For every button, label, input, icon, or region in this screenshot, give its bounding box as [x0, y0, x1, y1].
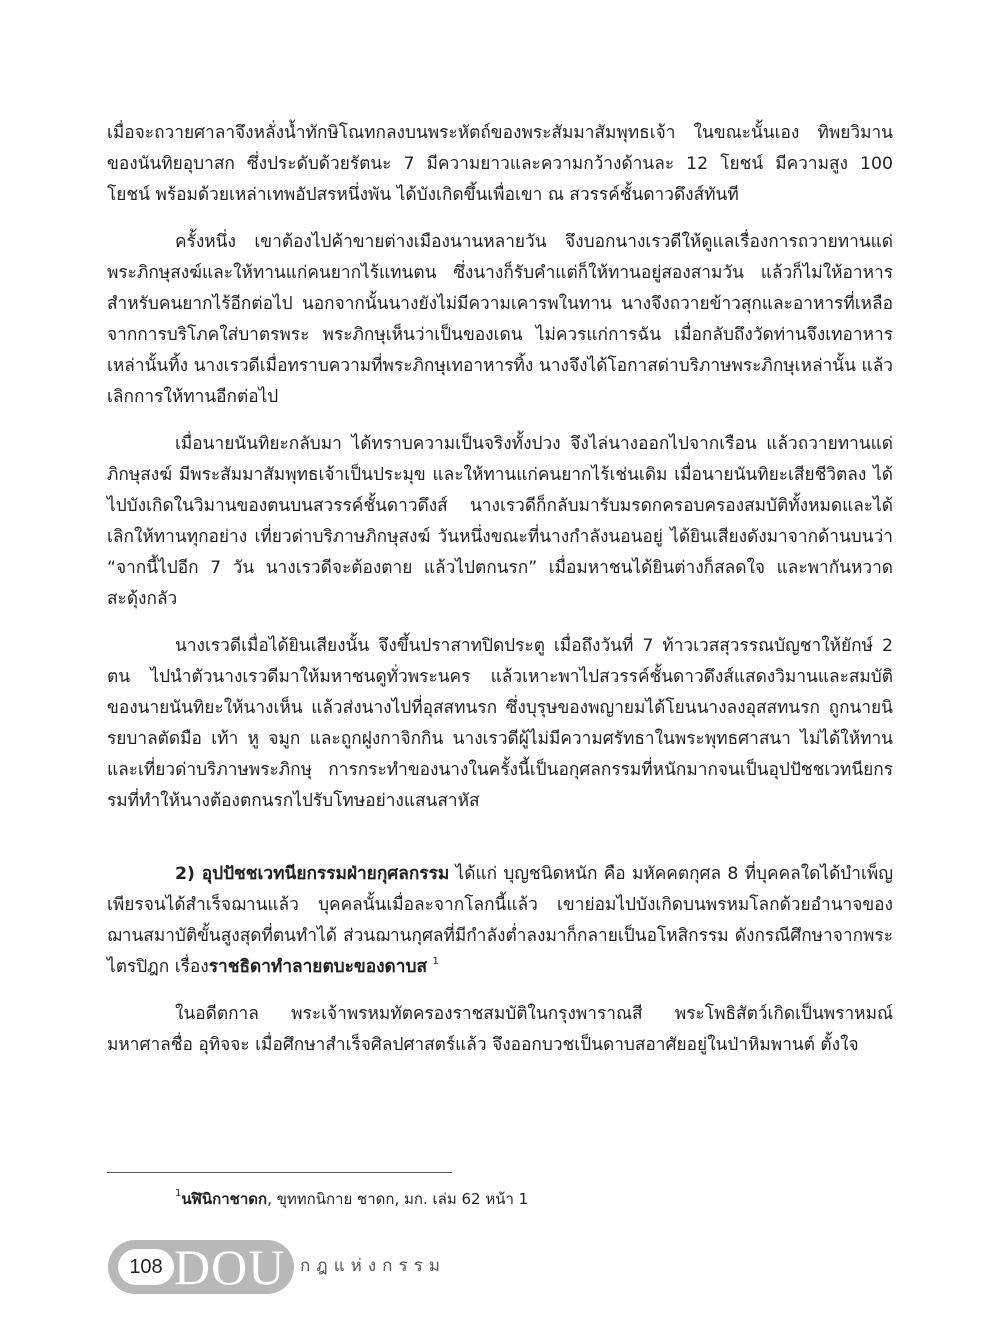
paragraph-3: เมื่อนายนันทิยะกลับมา ได้ทราบความเป็นจริงทั้งปวง จึงไล่นางออกไปจากเรือน แล้วถวายทานแด่ภิกษุสงฆ์ มีพระสัมมาสัมพุทธเจ้าเป็นประมุข และให้ทานแก่คนยากไร้เช่นเดิม เมื่อนายนันทิยะเสียชีวิตลง ได้ไปบังเกิดในวิมานของตนบนสวรรค์ชั้นดาวดึงส์ นางเรวดีก็กลับมารับมรดกครอบครองสมบัติทั้งหมดและได้เลิกให้ทานทุกอย่าง เที่ยวด่าบริภาษภิกษุสงฆ์ วันหนึ่งขณะที่นางกำลังนอนอยู่ ได้ยินเสียงดังมาจากด้านบนว่า “จากนี้ไปอีก 7 วัน นางเรวดีจะต้องตาย แล้วไปตกนรก” เมื่อมหาชนได้ยินต่างก็สลดใจ และพากันหวาดสะดุ้งกลัว [107, 434, 893, 609]
footnote-number: 1 [175, 1188, 182, 1199]
paragraph-1: เมื่อจะถวายศาลาจึงหลั่งน้ำทักษิโณทกลงบนพระหัตถ์ของพระสัมมาสัมพุทธเจ้า ในขณะนั้นเอง ทิพยวิมานของนันทิยอุบาสก ซึ่งประดับด้วยรัตนะ 7 มีความยาวและความกว้างด้านละ 12 โยชน์ มีความสูง 100 โยชน์ พร้อมด้วยเหล่าเทพอัปสรหนึ่งพัน ได้บังเกิดขึ้นเพื่อเขา ณ สวรรค์ชั้นดาวดึงส์ทันที [107, 123, 893, 205]
footnote-source: , ขุททกนิกาย ชาดก, มก. เล่ม 62 หน้า 1 [267, 1190, 529, 1208]
story-title: ราชธิดาทำลายตบะของดาบส [208, 957, 427, 977]
body-text [107, 118, 893, 1061]
footnote [175, 1188, 528, 1210]
paragraph-2: ครั้งหนึ่ง เขาต้องไปค้าขายต่างเมืองนานหลายวัน จึงบอกนางเรวดีให้ดูแลเรื่องการถวายทานแด่พระภิกษุสงฆ์และให้ทานแก่คนยากไร้แทนตน ซึ่งนางก็รับคำแต่ก็ให้ทานอยู่สองสามวัน แล้วก็ไม่ให้อาหารสำหรับคนยากไร้อีกต่อไป นอกจากนั้นนางยังไม่มีความเคารพในทาน นางจึงถวายข้าวสุกและอาหารที่เหลือจากการบริโภคใส่บาตรพระ พระภิกษุเห็นว่าเป็นของเดน ไม่ควรแก่การฉัน เมื่อกลับถึงวัดท่านจึงเทอาหารเหล่านั้นทิ้ง นางเรวดีเมื่อทราบความที่พระภิกษุเทอาหารทิ้ง นางจึงได้โอกาสด่าบริภาษพระภิกษุเหล่านั้น แล้วเลิกการให้ทานอีกต่อไป [107, 232, 893, 407]
section-text: ได้แก่ บุญชนิดหนัก คือ มหัคคตกุศล 8 ที่บุคคลใดได้บำเพ็ญเพียรจนได้สำเร็จฌานแล้ว บุคคลนั้นเมื่อละจากโลกนี้แล้ว เขาย่อมไปบังเกิดบนพรหมโลกด้วยอำนาจของฌานสมาบัติขั้นสูงสุดที่ตนทำได้ ส่วนฌานกุศลที่มีกำลังต่ำลงมาก็กลายเป็นอโหสิกรรม ดังกรณีศึกษาจากพระไตรปิฎก เรื่อง [107, 864, 893, 977]
dou-logo: DOU [174, 1239, 286, 1295]
paragraph-6: ในอดีตกาล พระเจ้าพรหมทัตครองราชสมบัติในกรุงพาราณสี พระโพธิสัตว์เกิดเป็นพราหมณ์มหาศาลชื่อ อุทิจจะ เมื่อศึกษาสำเร็จศิลปศาสตร์แล้ว จึงออกบวชเป็นดาบสอาศัยอยู่ในป่าหิมพานต์ ตั้งใจ [107, 1004, 893, 1055]
page-number: 108 [129, 1256, 163, 1278]
paragraph-4: นางเรวดีเมื่อได้ยินเสียงนั้น จึงขึ้นปราสาทปิดประตู เมื่อถึงวันที่ 7 ท้าวเวสสุวรรณบัญชาให้ยักษ์ 2 ตน ไปนำตัวนางเรวดีมาให้มหาชนดูทั่วพระนคร แล้วเหาะพาไปสวรรค์ชั้นดาวดึงส์แสดงวิมานและสมบัติของนายนันทิยะให้นางเห็น แล้วส่งนางไปที่อุสสทนรก ซึ่งบุรุษของพญายมได้โยนนางลงอุสสทนรก ถูกนายนิรยบาลตัดมือ เท้า หู จมูก และถูกฝูงกาจิกกิน นางเรวดีผู้ไม่มีความศรัทธาในพระพุทธศาสนา ไม่ได้ให้ทานและเที่ยวด่าบริภาษพระภิกษุ การกระทำของนางในครั้งนี้เป็นอกุศลกรรมที่หนักมากจนเป็นอุปปัชชเวทนียกรรมที่ทำให้นางต้องตกนรกไปรับโทษอย่างแสนสาหัส [107, 636, 893, 811]
paragraph-5 [107, 859, 893, 983]
footnote-title: นฬินิกาชาดก [181, 1190, 268, 1208]
footnote-reference[interactable]: 1 [432, 956, 439, 967]
page-badge [108, 1240, 294, 1294]
footnote-divider [107, 1172, 452, 1173]
running-head: กฎแห่งกรรม [300, 1256, 446, 1276]
section-heading: 2) อุปปัชชเวทนียกรรมฝ่ายกุศลกรรม [175, 864, 450, 884]
